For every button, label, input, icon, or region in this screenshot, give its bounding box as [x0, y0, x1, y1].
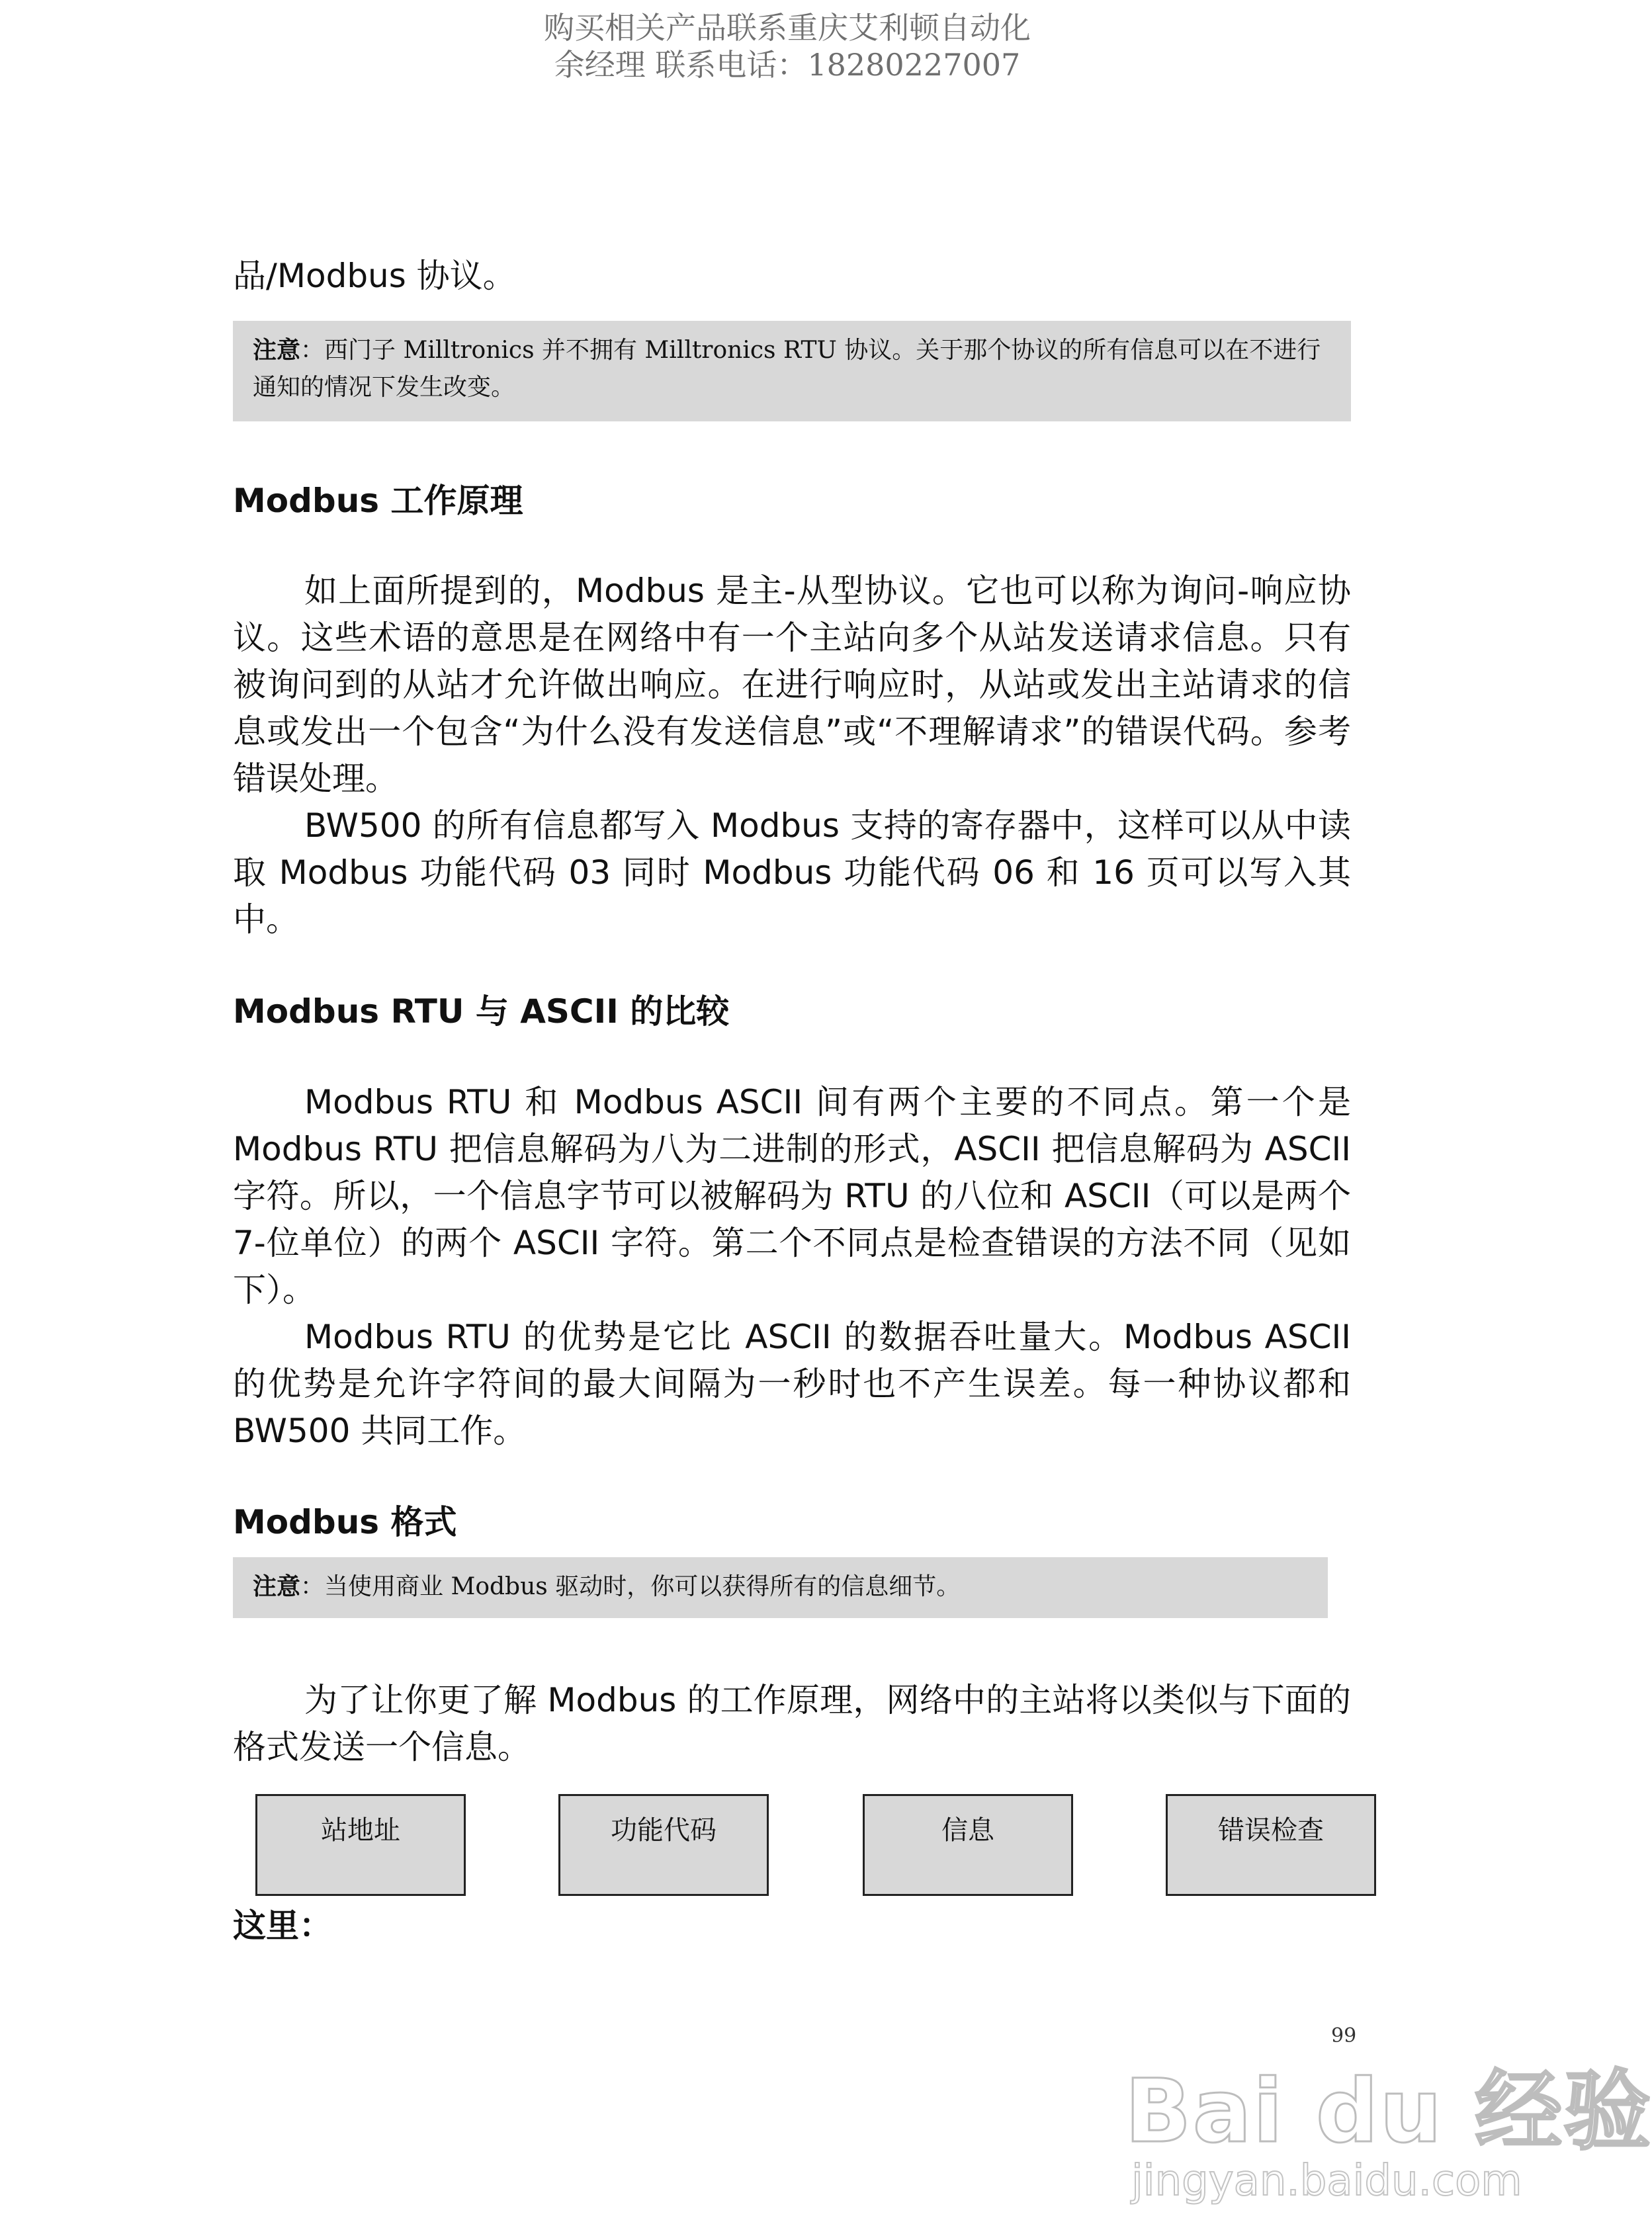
- baidu-jingyan-watermark: [1125, 2041, 1652, 2219]
- frame-field-function-code: 功能代码: [558, 1794, 769, 1896]
- watermark-url: jingyan.baidu.com: [1131, 2157, 1522, 2206]
- section-title-modbus-format: Modbus 格式: [233, 1503, 457, 1541]
- section1-paragraph-2: BW500 的所有信息都写入 Modbus 支持的寄存器中，这样可以从中读取 Modbus 功能代码 03 同时 Modbus 功能代码 06 和 16 页可以写入其中。: [233, 806, 1351, 939]
- note-text: ：当使用商业 Modbus 驱动时，你可以获得所有的信息细节。: [300, 1573, 961, 1600]
- section2-paragraph-1: Modbus RTU 和 Modbus ASCII 间有两个主要的不同点。第一个是 Modbus RTU 把信息解码为八为二进制的形式，ASCII 把信息解码为 ASCII 字符。所以，一个信息字节可以被解码为 RTU 的八位和 ASCII（可以是两个 7-位单位）的两个 ASCII 字符。第二个不同点是检查错误的方法不同（见如下）。: [233, 1083, 1351, 1309]
- intro-tail-text: 品/Modbus 协议。: [233, 257, 516, 295]
- section-title-rtu-vs-ascii: Modbus RTU 与 ASCII 的比较: [233, 992, 730, 1031]
- section3-paragraph-1: 为了让你更了解 Modbus 的工作原理，网络中的主站将以类似与下面的格式发送一个信息。: [233, 1681, 1351, 1766]
- note-label: 注意: [253, 1572, 301, 1600]
- section-title-modbus-principle: Modbus 工作原理: [233, 482, 523, 520]
- watermark-logo: Bai du 经验: [1125, 2061, 1652, 2163]
- section1-paragraph-1: 如上面所提到的，Modbus 是主-从型协议。它也可以称为询问-响应协议。这些术语的意思是在网络中有一个主站向多个从站发送请求信息。只有被询问到的从站才允许做出响应。在进行响应时，从站或发出主站请求的信息或发出一个包含“为什么没有发送信息”或“不理解请求”的错误代码。参考错误处理。: [233, 572, 1351, 798]
- frame-field-information: 信息: [863, 1794, 1073, 1896]
- note-box-1: [233, 321, 1351, 421]
- header-contact-line-2: 余经理 联系电话：18280227007: [554, 47, 1021, 83]
- page-number: 99: [1331, 2024, 1357, 2047]
- note-text: ：西门子 Milltronics 并不拥有 Milltronics RTU 协议。关于那个协议的所有信息可以在不进行通知的情况下发生改变。: [253, 337, 1321, 401]
- header-contact-line-1: 购买相关产品联系重庆艾利顿自动化: [544, 10, 1031, 46]
- note-label: 注意: [253, 336, 301, 364]
- where-label: 这里：: [233, 1907, 332, 1945]
- frame-field-error-check: 错误检查: [1166, 1794, 1376, 1896]
- frame-field-station-address: 站地址: [255, 1794, 466, 1896]
- note-box-2: [233, 1557, 1328, 1618]
- section2-paragraph-2: Modbus RTU 的优势是它比 ASCII 的数据吞吐量大。Modbus ASCII 的优势是允许字符间的最大间隔为一秒时也不产生误差。每一种协议都和 BW500 共同工作。: [233, 1318, 1351, 1450]
